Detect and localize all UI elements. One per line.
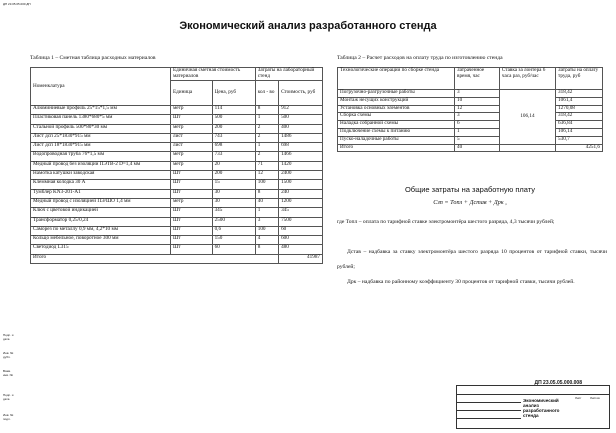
table-cell: 10: [455, 97, 500, 105]
table-cell: 912: [279, 106, 323, 115]
side-label-4: Подп. и дата: [3, 393, 14, 401]
table-cell: Тумблер KN3-201-A1: [31, 189, 171, 198]
table-cell: 1486: [279, 133, 323, 142]
col-operation-header: Технологические операции по сборке стенда: [338, 68, 455, 90]
col-cost-header: Стоимость, руб: [279, 81, 323, 106]
title-block-stamp: [456, 385, 610, 429]
table-cell: Алюминиевые профиль 25*15*1,5 мм: [31, 106, 171, 115]
table-cell: 1500: [279, 180, 323, 189]
table-cell: 698: [279, 143, 323, 152]
page-title: Экономический анализ разработанного стенда: [179, 20, 437, 32]
table-cell: 0,6: [212, 226, 255, 235]
table2-total-empty: [499, 144, 555, 152]
table-cell: 106,14: [556, 128, 603, 136]
materials-table: [30, 67, 323, 264]
table-cell: 698: [212, 143, 255, 152]
table2-caption: Таблица 2 – Расчет расходов на оплату труда по изготовлению стенда: [337, 55, 503, 61]
labor-table: [337, 67, 603, 152]
table-row: [31, 115, 323, 124]
table-cell: Водопроводная труба 76*1,5 мм: [31, 152, 171, 161]
lab-cost-group-header: Затраты на лабораторный стенд: [255, 68, 322, 81]
table-cell: 345: [212, 208, 255, 217]
table-cell: Клеммная колодка 30 А: [31, 180, 171, 189]
table-cell: Ключ с цветовой индикацией: [31, 208, 171, 217]
table1-total-value: 41987: [279, 254, 323, 263]
table-cell: 106,14: [499, 90, 555, 145]
table-cell: Монтаж несущих конструкций: [338, 97, 455, 105]
col-name-header: Номенклатура: [31, 68, 171, 106]
table-cell: 500: [212, 115, 255, 124]
col-time-header: Затраченное время, час: [455, 68, 500, 90]
table-cell: 200: [212, 124, 255, 133]
table-cell: Шт: [171, 189, 213, 198]
table-cell: 6: [455, 121, 500, 129]
table-cell: 480: [279, 245, 323, 254]
table-cell: Шт: [171, 208, 213, 217]
table-cell: Шт: [171, 245, 213, 254]
table1-caption: Таблица 1 – Сметная таблица расходных материалов: [30, 55, 156, 61]
table-cell: 5: [455, 136, 500, 144]
table2-total-cost: 4251,6: [556, 144, 603, 152]
table-cell: 60: [212, 245, 255, 254]
table-cell: метр: [171, 198, 213, 207]
table-cell: Кольцо мебельное, поворотное 300 мм: [31, 236, 171, 245]
stamp-divider: [457, 418, 521, 419]
table-cell: 1: [455, 128, 500, 136]
side-label-5: Инв. № подл.: [3, 413, 14, 421]
table-row: [31, 124, 323, 133]
table-row: [338, 136, 603, 144]
table-cell: Шт: [171, 180, 213, 189]
wages-title: Общие затраты на заработную плату: [404, 185, 536, 194]
table-cell: 318,42: [556, 90, 603, 98]
wages-paragraph-2: Дстав – надбавка за ставку электромонтёра шестого разряда 10 процентов от тарифной ставки, тысячи рублей;: [337, 249, 607, 270]
table-cell: 600: [279, 236, 323, 245]
table-cell: 15: [212, 180, 255, 189]
table-cell: Шт: [171, 115, 213, 124]
table-cell: 30: [212, 198, 255, 207]
stamp-sheet-label: Лист: [575, 396, 582, 400]
table-cell: 400: [279, 124, 323, 133]
col-qty-header: кол - во: [255, 81, 278, 106]
table-cell: 100: [255, 226, 278, 235]
table-cell: 4: [255, 236, 278, 245]
col-unit-header: Единица: [171, 81, 213, 106]
table2-total-time: 40: [455, 144, 500, 152]
table-row: [31, 152, 323, 161]
table-cell: Пластиковая панель 1380*680*5 мм: [31, 115, 171, 124]
table-cell: метр: [171, 152, 213, 161]
table-cell: Лист дсп 25*1830*915 мм: [31, 133, 171, 142]
table-cell: 200: [212, 171, 255, 180]
table-cell: 20: [212, 161, 255, 170]
side-label-3: Взам. инв. №: [3, 369, 13, 377]
table-cell: Шт: [171, 226, 213, 235]
table-row: [31, 180, 323, 189]
table-cell: Лист дсп 18*1830*915 мм: [31, 143, 171, 152]
col-labor-cost-header: Затраты на оплату труда, руб: [556, 68, 603, 90]
table-cell: лист: [171, 133, 213, 142]
table-row: [338, 97, 603, 105]
table-cell: Установка основных элементов: [338, 105, 455, 113]
table-cell: Наладка собранной схемы: [338, 121, 455, 129]
table-cell: Медный провод без изоляции ПЭТВ-2 D=1,4 мм: [31, 161, 171, 170]
table-cell: 240: [279, 189, 323, 198]
table-cell: Саморез по металлу 0,9 мм, 4,2*10 мм: [31, 226, 171, 235]
table-row: [31, 245, 323, 254]
wages-paragraph-1: где Топл – оплата по тарифной ставке электромонтёра шестого разряда, 4,3 тысячи рублей;: [337, 219, 555, 225]
table-cell: 8: [255, 189, 278, 198]
stamp-sheets-label: Листов: [590, 396, 600, 400]
table-cell: метр: [171, 161, 213, 170]
table-cell: 1200: [279, 198, 323, 207]
table-cell: 1420: [279, 161, 323, 170]
table-cell: Шт: [171, 236, 213, 245]
table-cell: Медный провод с изоляцией ПЭ/ШО 1,4 мм: [31, 198, 171, 207]
table-row: [31, 208, 323, 217]
table-cell: 2: [255, 124, 278, 133]
wages-formula: Сзп = Топл + Дстав + Дрк ,: [433, 199, 507, 206]
stamp-title: Экономический анализ разработанного стенда: [523, 398, 560, 418]
table-cell: 2400: [279, 171, 323, 180]
table-cell: 1061,4: [556, 97, 603, 105]
table-cell: 8: [255, 106, 278, 115]
table-row: [31, 217, 323, 226]
table-cell: 71: [255, 161, 278, 170]
table-cell: Светодиод L315: [31, 245, 171, 254]
table-cell: 1: [255, 115, 278, 124]
unit-cost-group-header: Единичная сметная стоимость материалов: [171, 68, 256, 81]
labor-table-body: [338, 90, 603, 145]
table-cell: 345: [279, 208, 323, 217]
table-cell: 12: [255, 171, 278, 180]
table-cell: Намотка катушки заводская: [31, 171, 171, 180]
col-price-header: Цена, руб: [212, 81, 255, 106]
wages-paragraph-3: Дрк – надбавка по районному коэффициенту 30 процентов от тарифной ставки, тысячи рублей.: [347, 279, 575, 285]
table-cell: Пуско-наладочные работы: [338, 136, 455, 144]
table-cell: 733: [212, 152, 255, 161]
table-cell: Шт: [171, 171, 213, 180]
table-cell: 2: [255, 133, 278, 142]
table2-total-label: Итого: [338, 144, 455, 152]
table-cell: 2: [255, 152, 278, 161]
table-cell: лист: [171, 143, 213, 152]
stamp-divider: [457, 410, 521, 411]
table-cell: Стальной профиль 500*80*30 мм: [31, 124, 171, 133]
table-cell: 3: [455, 113, 500, 121]
table-cell: 743: [212, 133, 255, 142]
table-cell: 500: [279, 115, 323, 124]
table-cell: 1: [255, 143, 278, 152]
table-cell: Сборка схемы: [338, 113, 455, 121]
corner-code: ДП 23.05.05.000 ДП: [3, 2, 31, 6]
table1-total-label: Итого: [31, 254, 279, 263]
table-cell: 30: [212, 189, 255, 198]
table-cell: 3: [255, 217, 278, 226]
col-rate-header: Ставка за лонтера 6 часа раз, руб/час: [499, 68, 555, 90]
table-cell: 530,7: [556, 136, 603, 144]
stamp-document-code: ДП 23.05.05.000.008: [534, 380, 582, 386]
table-cell: 7500: [279, 217, 323, 226]
table-cell: метр: [171, 106, 213, 115]
table-cell: 3: [455, 90, 500, 98]
table-cell: 114: [212, 106, 255, 115]
table-cell: 60: [279, 226, 323, 235]
table-cell: 1: [255, 208, 278, 217]
table-cell: 8: [255, 245, 278, 254]
table-cell: 636,84: [556, 121, 603, 129]
stamp-divider: [457, 394, 609, 395]
table-cell: 1466: [279, 152, 323, 161]
table-cell: 1270,08: [556, 105, 603, 113]
table-cell: 40: [255, 198, 278, 207]
table-cell: Подключение схемы к питанию: [338, 128, 455, 136]
table-cell: 2500: [212, 217, 255, 226]
table-cell: Трансформатор 0,25/0,24: [31, 217, 171, 226]
table-cell: 318,42: [556, 113, 603, 121]
side-label-1: Подп. и дата: [3, 333, 14, 341]
table-cell: Шт: [171, 217, 213, 226]
materials-table-body: [31, 106, 323, 255]
table-cell: Погрузочно-разгрузочные работы: [338, 90, 455, 98]
table-cell: 100: [255, 180, 278, 189]
stamp-divider: [457, 402, 521, 403]
side-label-2: Инв. № дубл.: [3, 351, 14, 359]
table-cell: 12: [455, 105, 500, 113]
table-cell: метр: [171, 124, 213, 133]
table-cell: 150: [212, 236, 255, 245]
